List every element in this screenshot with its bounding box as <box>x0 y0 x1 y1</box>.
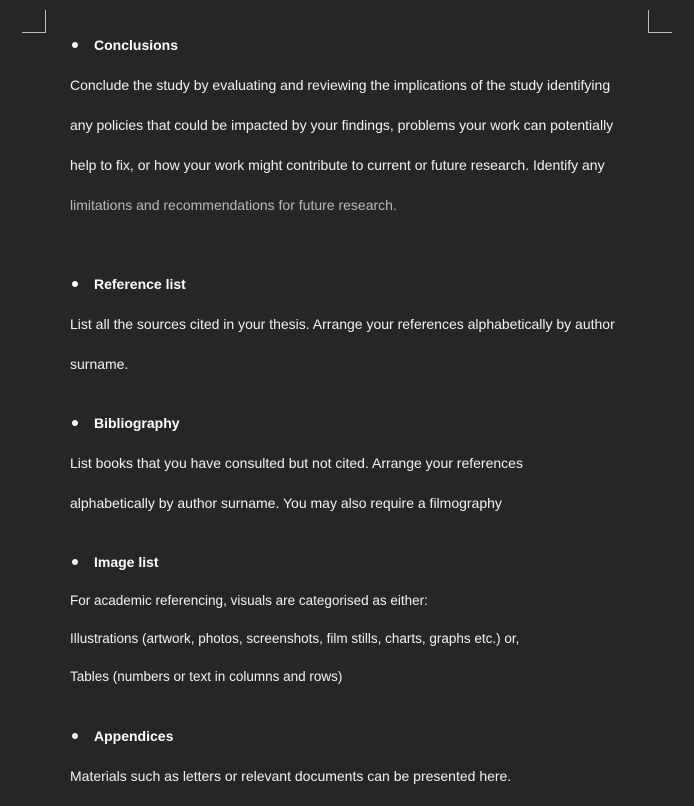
margin-corner-mark-right <box>648 10 672 33</box>
heading-text: Conclusions <box>94 37 179 53</box>
section-heading <box>70 552 670 572</box>
bullet-icon <box>72 42 78 48</box>
section-paragraph <box>70 55 670 235</box>
paragraph-line: alphabetically by author surname. You may also require a filmography <box>70 495 502 511</box>
paragraph-line: any policies that could be impacted by your findings, problems your work can potentially <box>70 117 614 133</box>
heading-text: Bibliography <box>94 415 180 431</box>
heading-text: Reference list <box>94 276 186 292</box>
section-bibliography <box>70 413 670 533</box>
paragraph-line: Illustrations (artwork, photos, screenshots, film stills, charts, graphs etc.) or, <box>70 631 520 646</box>
section-heading <box>70 35 670 55</box>
heading-text: Appendices <box>94 728 174 744</box>
document-body[interactable] <box>70 35 670 806</box>
bullet-icon <box>72 281 78 287</box>
paragraph-line: List books that you have consulted but not cited. Arrange your references <box>70 455 523 471</box>
margin-corner-mark-left <box>22 10 46 33</box>
section-image-list <box>70 552 670 705</box>
section-paragraph <box>70 746 670 806</box>
paragraph-line: For academic referencing, visuals are categorised as either: <box>70 593 428 608</box>
section-heading <box>70 413 670 433</box>
section-heading <box>70 726 670 746</box>
section-conclusions <box>70 35 670 235</box>
paragraph-line: help to fix, or how your work might contribute to current or future research. Identify any <box>70 157 605 173</box>
paragraph-line-muted: limitations and recommendations for future research. <box>70 197 397 213</box>
paragraph-line: Conclude the study by evaluating and reviewing the implications of the study identifying <box>70 77 611 93</box>
paragraph-line: Tables (numbers or text in columns and rows) <box>70 669 343 684</box>
paragraph-line: surname. <box>70 356 129 372</box>
heading-text: Image list <box>94 554 159 570</box>
section-appendices <box>70 726 670 806</box>
paragraph-line: Materials such as letters or relevant documents can be presented here. <box>70 768 512 784</box>
section-paragraph <box>70 572 670 705</box>
bullet-icon <box>72 733 78 739</box>
bullet-icon <box>72 559 78 565</box>
bullet-icon <box>72 420 78 426</box>
section-paragraph <box>70 433 670 533</box>
section-reference-list <box>70 274 670 394</box>
section-paragraph <box>70 294 670 394</box>
paragraph-line: List all the sources cited in your thesis. Arrange your references alphabetically by author <box>70 316 615 332</box>
section-heading <box>70 274 670 294</box>
